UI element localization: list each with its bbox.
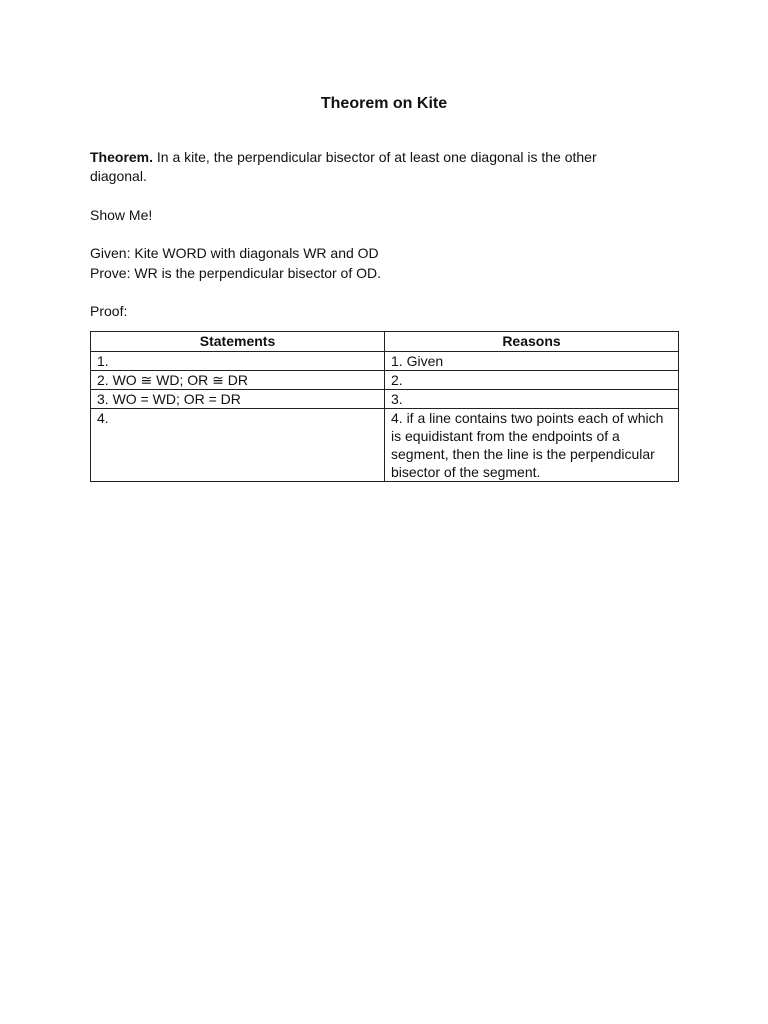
page-title: Theorem on Kite (320, 95, 448, 112)
table-row (91, 409, 679, 482)
show-me-text: Show Me! (90, 207, 153, 223)
statement-cell: 2. WO ≅ WD; OR ≅ DR (91, 371, 385, 390)
proof-label: Proof: (90, 303, 128, 319)
reason-cell: 4. if a line contains two points each of which is equidistant from the endpoints of a segment, then the line is the perpendicular bisector of the segment. (385, 409, 679, 482)
theorem-text: In a kite, the perpendicular bisector of at least one diagonal is the other diagonal. (90, 149, 597, 184)
statement-cell: 3. WO = WD; OR = DR (91, 390, 385, 409)
reason-cell: 1. Given (385, 352, 679, 371)
header-statements: Statements (91, 332, 385, 352)
table-row (91, 371, 679, 390)
table-row (91, 352, 679, 371)
table-row (91, 390, 679, 409)
proof-table (90, 331, 679, 482)
statement-cell: 1. (91, 352, 385, 371)
statement-cell: 4. (91, 409, 385, 482)
table-header-row (91, 332, 679, 352)
prove-text: Prove: WR is the perpendicular bisector of OD. (90, 265, 382, 281)
given-text: Given: Kite WORD with diagonals WR and OD (90, 245, 379, 261)
theorem-lead: Theorem. (90, 149, 154, 165)
theorem-statement (90, 148, 650, 186)
header-reasons: Reasons (385, 332, 679, 352)
reason-cell: 2. (385, 371, 679, 390)
reason-cell: 3. (385, 390, 679, 409)
